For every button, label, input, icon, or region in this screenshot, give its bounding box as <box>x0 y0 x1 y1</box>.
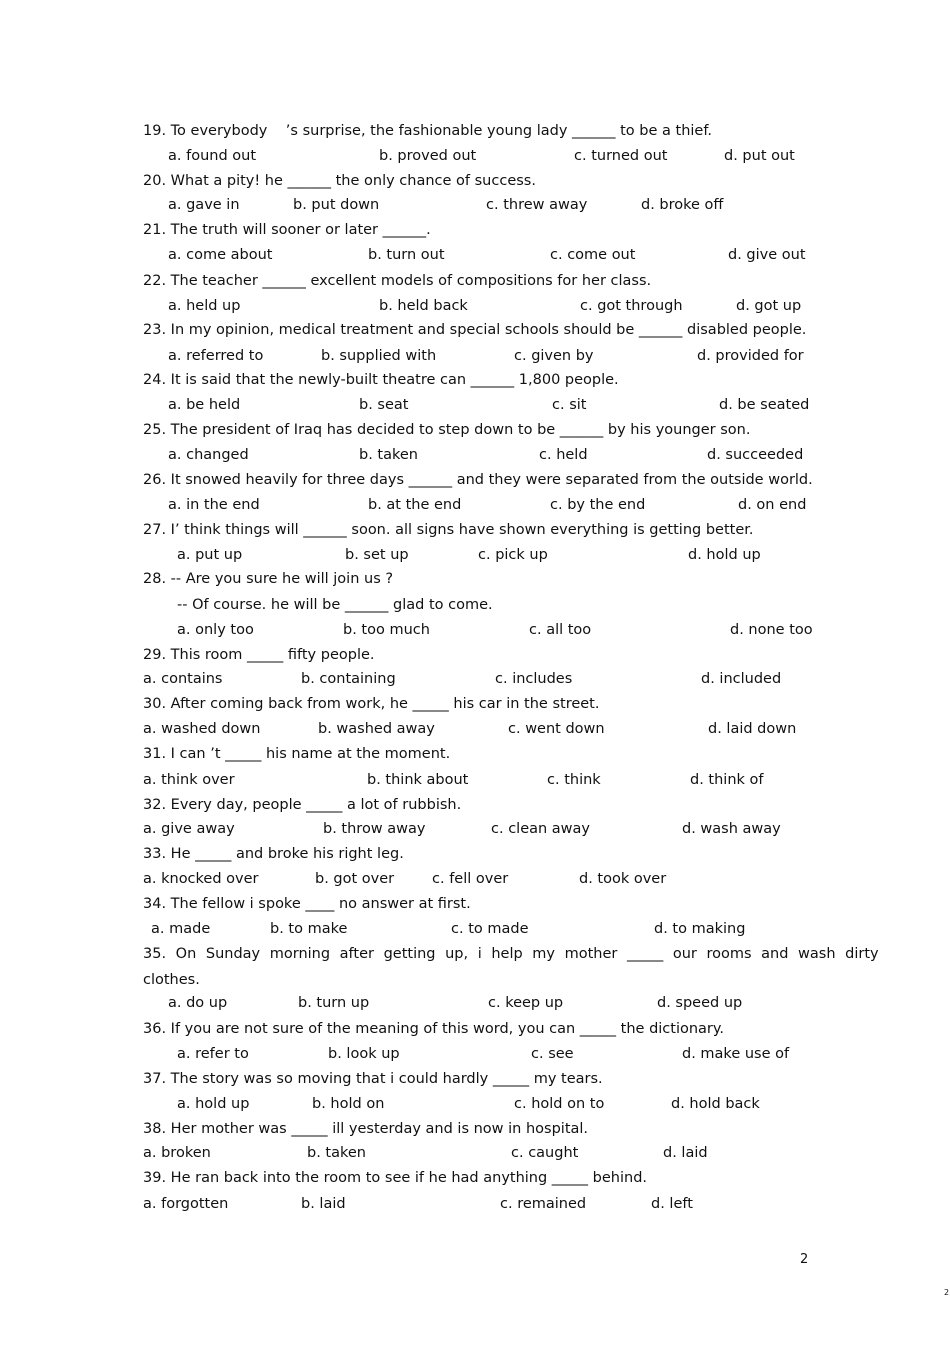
option-28b: b. too much <box>343 622 430 638</box>
page-number-small: 2 <box>944 1288 950 1297</box>
option-34c: c. to made <box>451 921 529 937</box>
question-21: 21. The truth will sooner or later ______. <box>143 222 431 238</box>
option-21a: a. come about <box>168 247 273 263</box>
question-32: 32. Every day, people _____ a lot of rubbish. <box>143 797 462 813</box>
option-25c: c. held <box>539 447 588 463</box>
question-33: 33. He _____ and broke his right leg. <box>143 846 404 862</box>
option-24a: a. be held <box>168 397 241 413</box>
option-20d: d. broke off <box>641 197 724 213</box>
question-37: 37. The story was so moving that i could hardly _____ my tears. <box>143 1071 603 1087</box>
option-28c: c. all too <box>529 622 592 638</box>
option-37b: b. hold on <box>312 1096 385 1112</box>
option-28a: a. only too <box>177 622 254 638</box>
question-30: 30. After coming back from work, he _____ his car in the street. <box>143 696 600 712</box>
option-20b: b. put down <box>293 197 380 213</box>
option-32c: c. clean away <box>491 821 591 837</box>
question-34: 34. The fellow i spoke ____ no answer at first. <box>143 896 471 912</box>
option-38b: b. taken <box>307 1145 366 1161</box>
question-20: 20. What a pity! he ______ the only chance of success. <box>143 173 536 189</box>
option-29d: d. included <box>701 671 782 687</box>
question-26: 26. It snowed heavily for three days ______ and they were separated from the outside world. <box>143 472 813 488</box>
question-25: 25. The president of Iraq has decided to step down to be ______ by his younger son. <box>143 422 751 438</box>
option-26b: b. at the end <box>368 497 462 513</box>
option-34a: a. made <box>151 921 211 937</box>
option-23c: c. given by <box>514 348 594 364</box>
option-31c: c. think <box>547 772 601 788</box>
question-23: 23. In my opinion, medical treatment and special schools should be ______ disabled people. <box>143 322 807 338</box>
option-36b: b. look up <box>328 1046 400 1062</box>
option-22b: b. held back <box>379 298 468 314</box>
option-27b: b. set up <box>345 547 409 563</box>
question-31: 31. I can ’t _____ his name at the moment. <box>143 746 451 762</box>
option-20c: c. threw away <box>486 197 588 213</box>
option-20a: a. gave in <box>168 197 240 213</box>
option-33a: a. knocked over <box>143 871 259 887</box>
option-33d: d. took over <box>579 871 667 887</box>
option-35b: b. turn up <box>298 995 370 1011</box>
question-24: 24. It is said that the newly-built theatre can ______ 1,800 people. <box>143 372 619 388</box>
question-29: 29. This room _____ fifty people. <box>143 647 375 663</box>
question-22: 22. The teacher ______ excellent models of compositions for her class. <box>143 273 652 289</box>
option-39a: a. forgotten <box>143 1196 229 1212</box>
option-27a: a. put up <box>177 547 243 563</box>
option-21d: d. give out <box>728 247 806 263</box>
option-25b: b. taken <box>359 447 418 463</box>
option-38d: d. laid <box>663 1145 708 1161</box>
option-28d: d. none too <box>730 622 813 638</box>
option-38c: c. caught <box>511 1145 579 1161</box>
option-24b: b. seat <box>359 397 409 413</box>
option-33c: c. fell over <box>432 871 509 887</box>
question-35: 35. On Sunday morning after getting up, i help my mother _____ our rooms and wash dirty <box>143 946 879 962</box>
option-23a: a. referred to <box>168 348 264 364</box>
option-24c: c. sit <box>552 397 587 413</box>
option-34d: d. to making <box>654 921 746 937</box>
option-35a: a. do up <box>168 995 228 1011</box>
option-35d: d. speed up <box>657 995 743 1011</box>
option-19b: b. proved out <box>379 148 477 164</box>
option-21c: c. come out <box>550 247 636 263</box>
option-25d: d. succeeded <box>707 447 804 463</box>
option-31a: a. think over <box>143 772 235 788</box>
option-32d: d. wash away <box>682 821 781 837</box>
option-19d: d. put out <box>724 148 795 164</box>
option-22d: d. got up <box>736 298 802 314</box>
option-22a: a. held up <box>168 298 241 314</box>
option-31d: d. think of <box>690 772 764 788</box>
question-38: 38. Her mother was _____ ill yesterday and is now in hospital. <box>143 1121 589 1137</box>
option-30a: a. washed down <box>143 721 261 737</box>
option-21b: b. turn out <box>368 247 445 263</box>
option-30d: d. laid down <box>708 721 797 737</box>
option-32a: a. give away <box>143 821 235 837</box>
option-29b: b. containing <box>301 671 396 687</box>
question-28: 28. -- Are you sure he will join us ? <box>143 571 394 587</box>
option-37a: a. hold up <box>177 1096 250 1112</box>
question-35-cont: clothes. <box>143 972 200 988</box>
option-29c: c. includes <box>495 671 573 687</box>
option-38a: a. broken <box>143 1145 211 1161</box>
option-30b: b. washed away <box>318 721 435 737</box>
question-19: 19. To everybody ’s surprise, the fashionable young lady ______ to be a thief. <box>143 123 712 139</box>
option-39b: b. laid <box>301 1196 346 1212</box>
option-27d: d. hold up <box>688 547 761 563</box>
option-27c: c. pick up <box>478 547 548 563</box>
option-23d: d. provided for <box>697 348 804 364</box>
option-26a: a. in the end <box>168 497 260 513</box>
option-19a: a. found out <box>168 148 257 164</box>
question-39: 39. He ran back into the room to see if he had anything _____ behind. <box>143 1170 648 1186</box>
option-26d: d. on end <box>738 497 807 513</box>
option-33b: b. got over <box>315 871 395 887</box>
option-30c: c. went down <box>508 721 605 737</box>
option-36d: d. make use of <box>682 1046 790 1062</box>
option-24d: d. be seated <box>719 397 810 413</box>
option-37d: d. hold back <box>671 1096 760 1112</box>
option-32b: b. throw away <box>323 821 426 837</box>
option-37c: c. hold on to <box>514 1096 605 1112</box>
option-31b: b. think about <box>367 772 469 788</box>
option-23b: b. supplied with <box>321 348 437 364</box>
question-28-reply: -- Of course. he will be ______ glad to come. <box>177 597 493 613</box>
option-39c: c. remained <box>500 1196 587 1212</box>
option-36a: a. refer to <box>177 1046 249 1062</box>
page-number: 2 <box>800 1252 809 1267</box>
option-34b: b. to make <box>270 921 348 937</box>
option-36c: c. see <box>531 1046 574 1062</box>
option-26c: c. by the end <box>550 497 646 513</box>
question-27: 27. I’ think things will ______ soon. all signs have shown everything is getting better. <box>143 522 754 538</box>
option-39d: d. left <box>651 1196 693 1212</box>
option-22c: c. got through <box>580 298 683 314</box>
question-36: 36. If you are not sure of the meaning of this word, you can _____ the dictionary. <box>143 1021 725 1037</box>
option-19c: c. turned out <box>574 148 668 164</box>
option-25a: a. changed <box>168 447 249 463</box>
option-35c: c. keep up <box>488 995 564 1011</box>
option-29a: a. contains <box>143 671 223 687</box>
